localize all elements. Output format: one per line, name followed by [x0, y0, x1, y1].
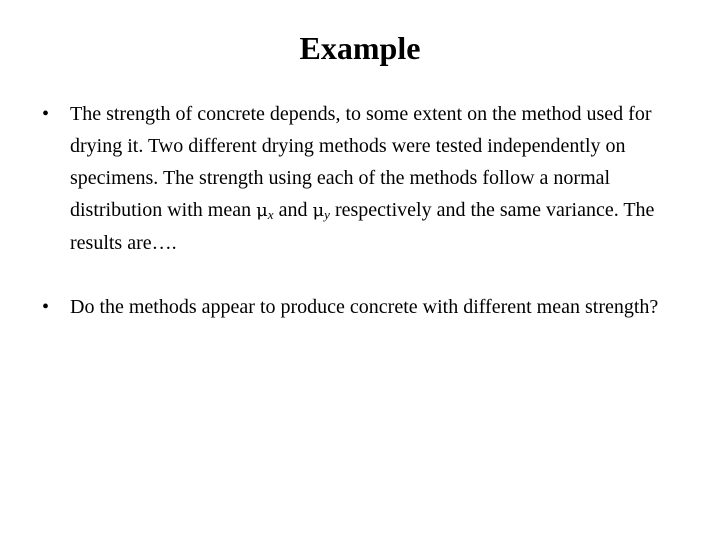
bullet-text-part2: and [273, 199, 313, 221]
mu-symbol-y: μ [312, 200, 325, 221]
bullet-item-question [38, 291, 688, 323]
bullet-list [38, 98, 688, 323]
subscript-x: x [267, 207, 274, 222]
slide-title: Example [299, 30, 421, 66]
bullet-text-part3: respectively and the same variance. The results are…. [70, 199, 655, 254]
bullet-marker: • [42, 103, 50, 125]
bullet-marker: • [42, 296, 50, 318]
mu-symbol-x: μ [256, 200, 268, 221]
bullet-item-description [38, 98, 688, 259]
subscript-y: y [324, 207, 330, 222]
bullet-text-part1: The strength of concrete depends, to some extent on the method used for drying it. Two different drying methods were tested independently on specimens. The strength using each of the methods follow a normal distribution with mean [70, 103, 652, 221]
bullet-text-question: Do the methods appear to produce concrete with different mean strength? [70, 296, 659, 318]
